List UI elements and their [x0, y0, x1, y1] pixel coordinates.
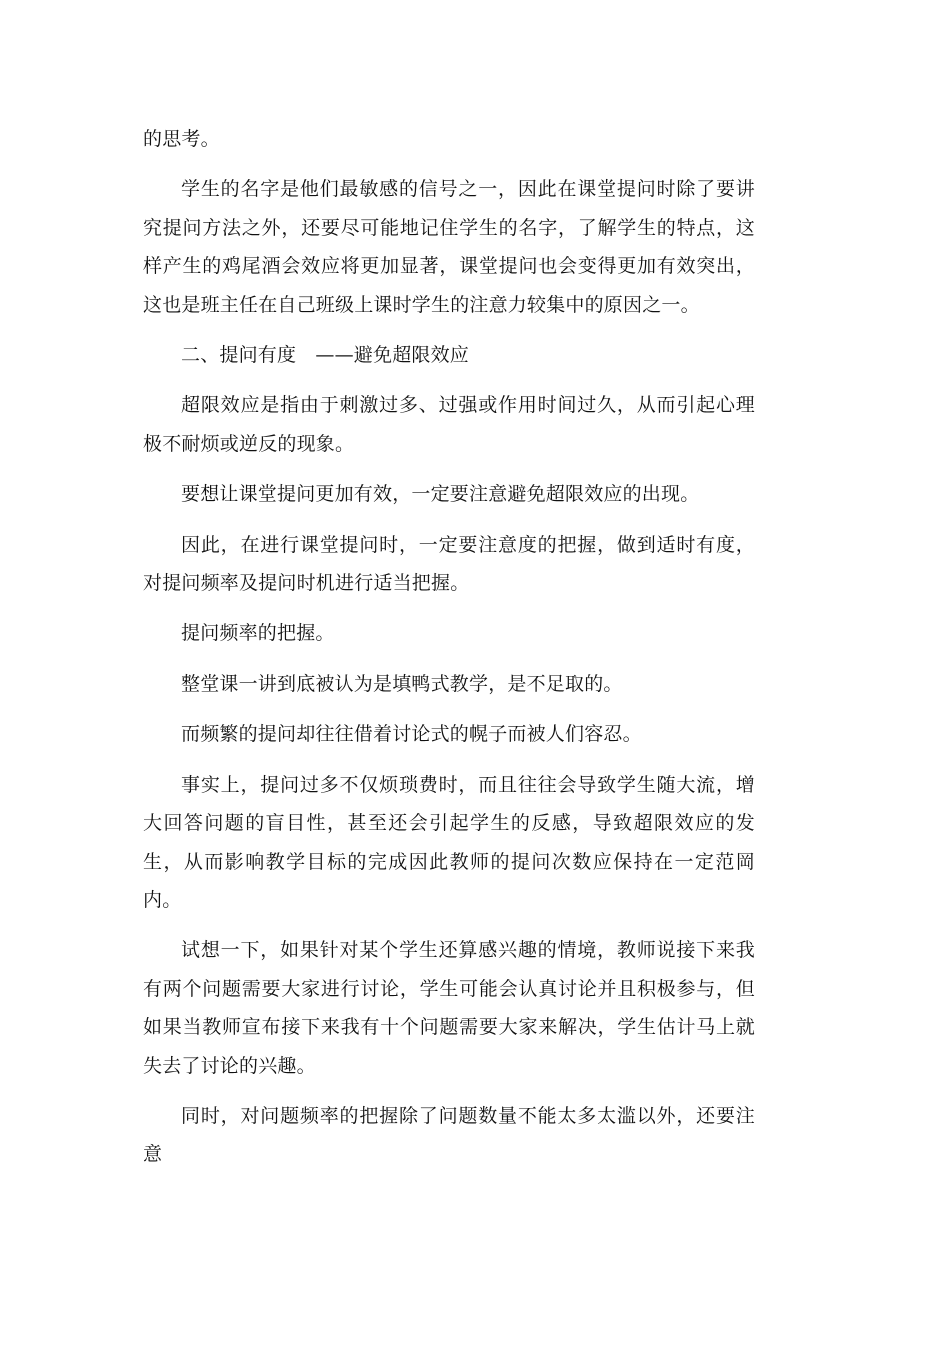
paragraph-frequent-questions: 而频繁的提问却往往借着讨论式的幌子而被人们容忍。	[181, 723, 642, 746]
section-heading: 二、提问有度 ——避免超限效应	[181, 344, 470, 367]
paragraph-frequency-heading: 提问频率的把握。	[181, 622, 335, 645]
paragraph-degree-control: 因此，在进行课堂提问时，一定要注意度的把握，做到适时有度，对提问频率及提问时机进行适当把握。	[143, 533, 755, 595]
paragraph-spoon-feeding: 整堂课一讲到底被认为是填鸭式教学，是不足取的。	[181, 672, 623, 695]
paragraph-too-many-questions: 事实上，提问过多不仅烦琐费时，而且往往会导致学生随大流，增大回答问题的盲目性，甚至还会引起学生的反感，导致超限效应的发生，从而影响教学目标的完成因此教师的提问次数应保持在一定范岡内。	[143, 773, 755, 911]
paragraph-frequency-control: 同时，对问题频率的把握除了问题数量不能太多太滥以外，还要注意	[143, 1104, 755, 1166]
paragraph-continuation: 的思考。	[143, 128, 220, 150]
document-body	[143, 120, 755, 1186]
paragraph-thought-experiment: 试想一下，如果针对某个学生还算感兴趣的情境，教师说接下来我有两个问题需要大家进行讨论，学生可能会认真讨论并且积极参与，但如果当教师宣布接下来我有十个问题需要大家来解决，学生估计马上就失去了讨论的兴趣。	[143, 939, 755, 1077]
paragraph-student-names: 学生的名字是他们最敏感的信号之一，因此在课堂提问时除了要讲究提问方法之外，还要尽可能地记住学生的名字，了解学生的特点，这样产生的鸡尾酒会效应将更加显著，课堂提问也会变得更加有效突出，这也是班主任在自己班级上课时学生的注意力较集中的原因之一。	[143, 178, 755, 316]
paragraph-avoid-overlimit: 要想让课堂提问更加有效，一定要注意避免超限效应的出现。	[181, 483, 700, 506]
paragraph-overlimit-definition: 超限效应是指由于刺激过多、过强或作用时间过久，从而引起心理极不耐烦或逆反的现象。	[143, 394, 755, 455]
